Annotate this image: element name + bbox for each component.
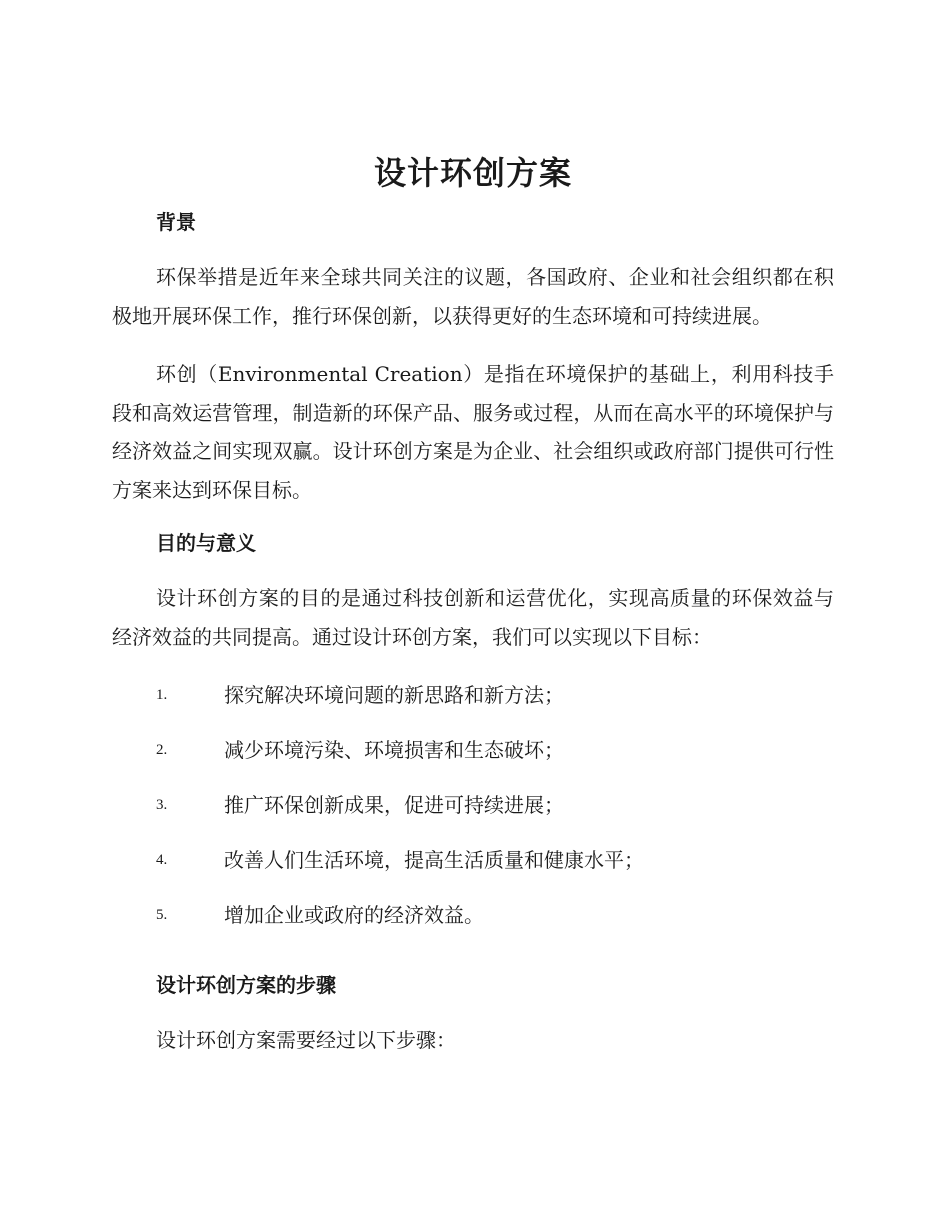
list-item: [112, 841, 834, 896]
list-number: 1.: [156, 687, 168, 703]
document-page: [112, 150, 834, 1080]
list-text: 增加企业或政府的经济效益。: [224, 903, 484, 927]
section-heading: 背景: [156, 210, 196, 234]
list-item: [112, 676, 834, 731]
list-item: [112, 731, 834, 786]
section-heading: 目的与意义: [156, 531, 256, 555]
paragraph: 环保举措是近年来全球共同关注的议题，各国政府、企业和社会组织都在积极地开展环保工作，推行环保创新，以获得更好的生态环境和可持续进展。: [112, 265, 834, 328]
list-number: 3.: [156, 797, 168, 813]
paragraph: 环创（Environmental Creation）是指在环境保护的基础上，利用科技手段和高效运营管理，制造新的环保产品、服务或过程，从而在高水平的环境保护与经济效益之间实现双赢。设计环创方案是为企业、社会组织或政府部门提供可行性方案来达到环保目标。: [112, 362, 834, 502]
list-item: [112, 896, 834, 951]
list-number: 5.: [156, 907, 168, 923]
list-item: [112, 786, 834, 841]
paragraph: 设计环创方案的目的是通过科技创新和运营优化，实现高质量的环保效益与经济效益的共同提高。通过设计环创方案，我们可以实现以下目标：: [112, 586, 834, 649]
document-title: 设计环创方案: [373, 154, 572, 192]
section-purpose: [112, 529, 834, 951]
list-text: 改善人们生活环境，提高生活质量和健康水平；: [224, 848, 644, 872]
list-text: 减少环境污染、环境损害和生态破坏；: [224, 738, 564, 762]
paragraph: 设计环创方案需要经过以下步骤：: [156, 1028, 456, 1052]
section-heading: 设计环创方案的步骤: [156, 973, 336, 997]
section-steps: [112, 971, 834, 1060]
list-text: 探究解决环境问题的新思路和新方法；: [224, 683, 564, 707]
goals-list: [112, 676, 834, 951]
section-background: [112, 208, 834, 509]
list-text: 推广环保创新成果，促进可持续进展；: [224, 793, 564, 817]
list-number: 2.: [156, 742, 168, 758]
list-number: 4.: [156, 852, 168, 868]
